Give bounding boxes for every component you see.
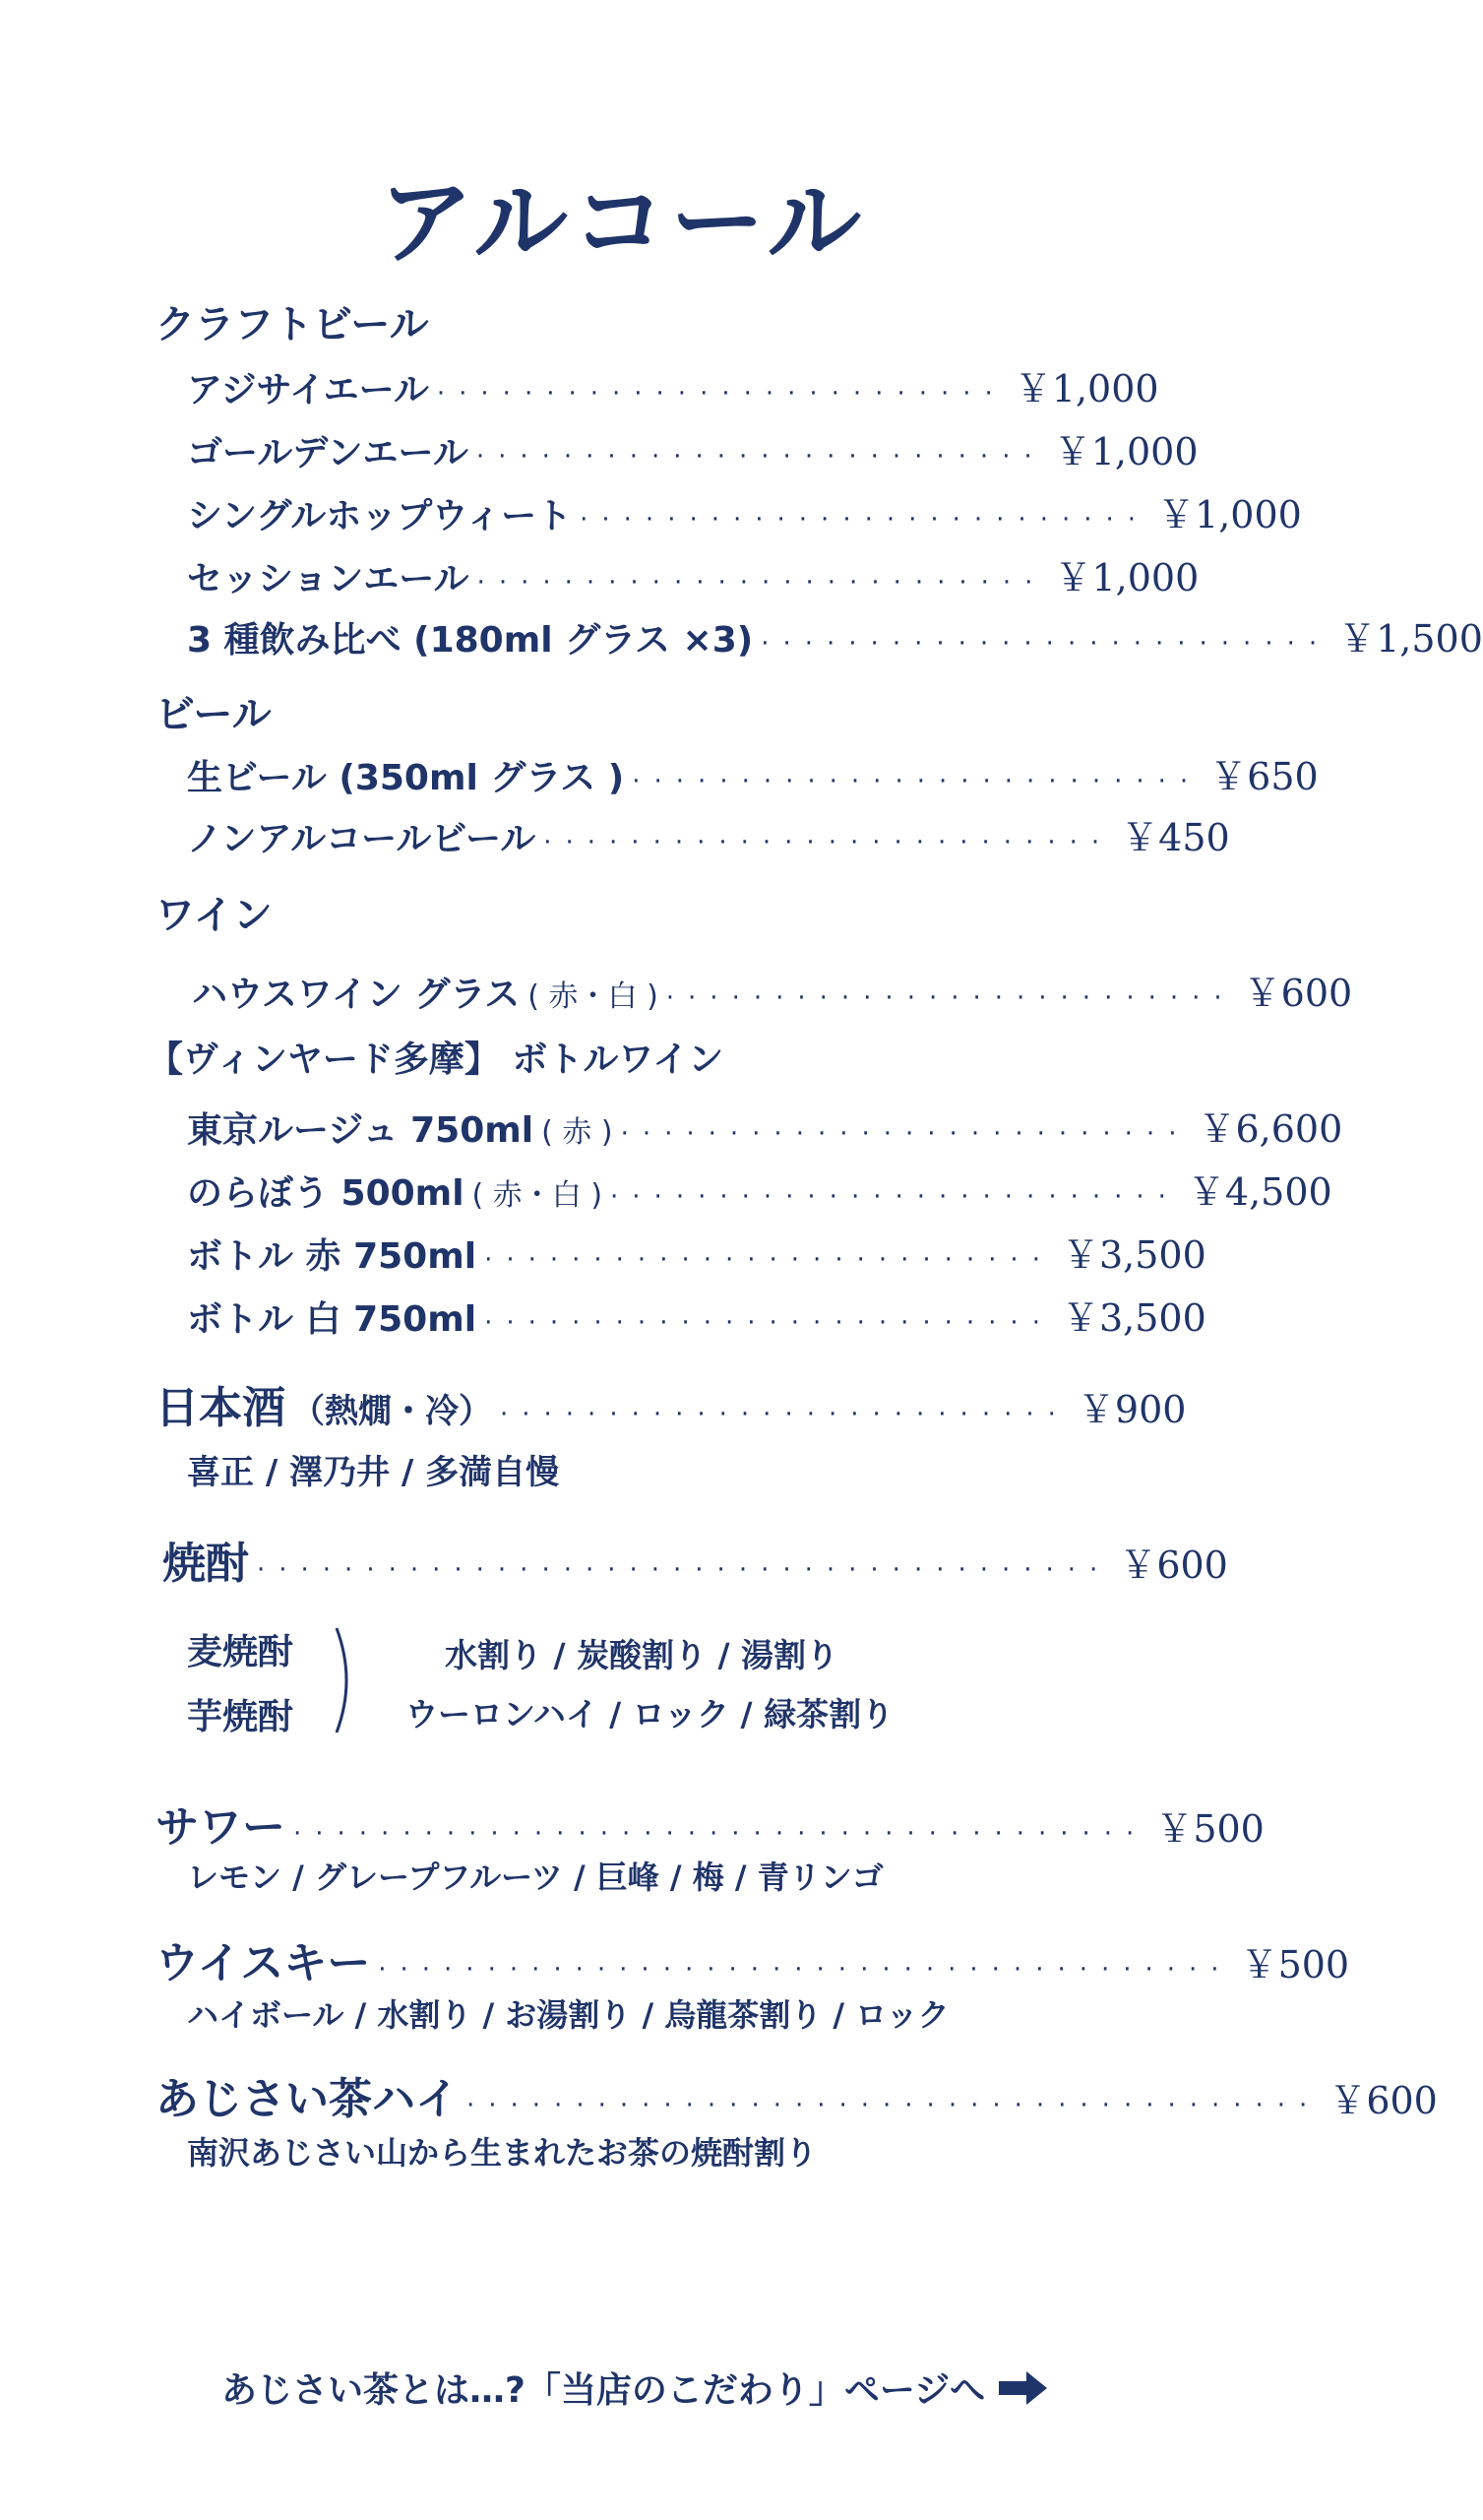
leader-dots: ··························	[610, 1182, 1180, 1212]
leader-dots: ··························	[620, 1119, 1191, 1149]
item-price: ￥1,500	[1338, 617, 1483, 661]
ajisai-heading: あじさい茶ハイ	[155, 2074, 459, 2124]
leader-dots: ·······································	[466, 2091, 1322, 2120]
menu-item	[187, 547, 1200, 601]
item-name: のらぼう 500ml	[187, 1173, 464, 1214]
leader-dots: ·······································	[293, 1819, 1148, 1849]
shochu-heading: 焼酎	[162, 1539, 249, 1589]
leader-dots: ·······································	[378, 1955, 1233, 1984]
kodawari-link[interactable]	[221, 2362, 1048, 2413]
ajisai-desc: 南沢あじさい山から生まれたお茶の焼酎割り	[187, 2134, 818, 2172]
item-name: 生ビール (350ml グラス )	[187, 758, 625, 798]
menu-item	[187, 358, 1159, 412]
item-name: 東京ルージュ 750ml	[187, 1110, 534, 1151]
item-note: ( 赤 )	[541, 1115, 613, 1150]
item-name: 3 種飲み比べ (180ml グラス ×3)	[187, 620, 754, 661]
menu-item	[187, 746, 1319, 800]
whisky-row	[155, 1927, 1350, 1990]
sake-row	[155, 1372, 1187, 1435]
item-name: セッションエール	[187, 559, 469, 599]
page-title: アルコール	[378, 167, 866, 278]
leader-dots: ··························	[632, 767, 1203, 796]
leader-dots: ··························	[476, 568, 1047, 598]
sake-note: （熱燗・冷）	[291, 1392, 492, 1431]
ajisai-price: ￥600	[1329, 2079, 1438, 2122]
item-name: ボトル 白 750ml	[187, 1299, 477, 1340]
item-name: ゴールデンエール	[187, 433, 468, 473]
sour-row	[155, 1792, 1265, 1855]
item-price: ￥4,500	[1187, 1170, 1332, 1214]
shochu-style: ウーロンハイ / ロック / 緑茶割り	[405, 1695, 895, 1733]
right-arrow-icon	[999, 2370, 1048, 2406]
ajisai-row	[155, 2063, 1438, 2126]
leader-dots: ··························	[500, 1400, 1070, 1429]
craft-beer-heading: クラフトビール	[155, 302, 429, 347]
sake-heading: 日本酒	[155, 1383, 285, 1433]
menu-item	[187, 1099, 1343, 1153]
item-price: ￥6,600	[1198, 1107, 1343, 1151]
menu-item	[187, 1225, 1206, 1279]
shochu-row	[162, 1528, 1228, 1591]
item-price: ￥1,000	[1014, 367, 1159, 410]
menu-item	[187, 484, 1302, 538]
sake-brands: 喜正 / 澤乃井 / 多満自慢	[187, 1453, 560, 1492]
menu-item	[187, 1162, 1332, 1216]
sour-price: ￥500	[1155, 1807, 1265, 1851]
leader-dots: ··························	[484, 1308, 1054, 1338]
wine-heading: ワイン	[155, 893, 273, 938]
bracket-icon	[335, 1626, 358, 1734]
leader-dots: ··························	[580, 505, 1150, 535]
item-name: ボトル 赤 750ml	[187, 1236, 477, 1277]
menu-item	[187, 807, 1230, 861]
sour-heading: サワー	[155, 1802, 285, 1853]
menu-item	[192, 963, 1353, 1017]
item-name: ノンアルコールビール	[187, 819, 536, 859]
item-price: ￥1,000	[1157, 493, 1302, 536]
whisky-styles: ハイボール / 水割り / お湯割り / 烏龍茶割り / ロック	[187, 1996, 950, 2034]
menu-item	[187, 608, 1483, 662]
leader-dots: ··························	[543, 828, 1114, 857]
item-price: ￥1,000	[1053, 430, 1199, 473]
kodawari-link-label: あじさい茶とは…?「当店のこだわり」ページへ	[221, 2370, 986, 2411]
item-name: アジサイエール	[187, 370, 429, 410]
item-price: ￥1,000	[1054, 556, 1200, 599]
bottle-wine-heading: 【ヴィンヤード多摩】 ボトルワイン	[148, 1040, 724, 1080]
menu-item	[187, 421, 1199, 475]
item-price: ￥600	[1243, 972, 1353, 1015]
item-price: ￥450	[1121, 816, 1230, 859]
whisky-price: ￥500	[1240, 1943, 1350, 1986]
menu-item	[187, 1288, 1206, 1342]
item-note: ( 赤・白 )	[527, 979, 658, 1014]
leader-dots: ·······································	[257, 1555, 1112, 1585]
beer-heading: ビール	[155, 692, 272, 737]
shochu-style: 水割り / 炭酸割り / 湯割り	[444, 1636, 839, 1674]
leader-dots: ··························	[436, 379, 1007, 409]
sake-price: ￥900	[1077, 1388, 1187, 1431]
item-name: シングルホップウィート	[187, 496, 573, 536]
sour-flavors: レモン / グレープフルーツ / 巨峰 / 梅 / 青リンゴ	[187, 1858, 884, 1896]
item-price: ￥650	[1209, 755, 1319, 798]
leader-dots: ··························	[484, 1245, 1054, 1275]
item-price: ￥3,500	[1061, 1296, 1206, 1340]
item-note: ( 赤・白 )	[471, 1178, 603, 1213]
shochu-type: 芋焼酎	[187, 1697, 294, 1737]
item-price: ￥3,500	[1061, 1233, 1206, 1277]
leader-dots: ··························	[665, 983, 1236, 1013]
shochu-price: ￥600	[1119, 1544, 1228, 1587]
shochu-type: 麦焼酎	[187, 1632, 294, 1672]
leader-dots: ··························	[761, 629, 1331, 659]
whisky-heading: ウイスキー	[155, 1938, 371, 1988]
item-name: ハウスワイン グラス	[192, 975, 521, 1015]
leader-dots: ··························	[475, 442, 1046, 472]
